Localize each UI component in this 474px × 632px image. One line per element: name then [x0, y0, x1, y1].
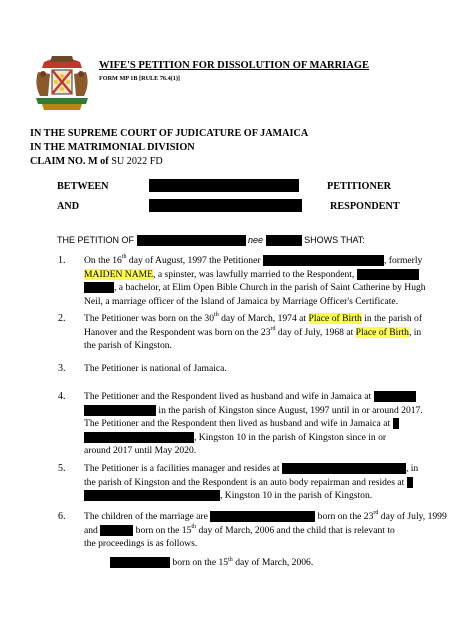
redacted — [84, 490, 220, 501]
text: The Petitioner and the Respondent then lived as husband and wife in Jamaica at — [84, 418, 391, 430]
petition-of-label: THE PETITION OF — [57, 235, 135, 245]
redacted — [100, 525, 133, 536]
text: The Petitioner is a facilities manager and resides at — [84, 463, 280, 474]
text: day of March, 2006. — [235, 557, 314, 568]
text: , formerly — [383, 255, 423, 266]
text: , Kingston 10 in the parish of Kingston. — [220, 490, 373, 502]
document-title: WIFE'S PETITION FOR DISSOLUTION OF MARRIAGE — [99, 60, 370, 71]
para-6-child-line — [110, 557, 313, 568]
redacted-name — [137, 235, 246, 246]
nee-label: nee — [248, 235, 264, 245]
redacted — [210, 511, 315, 522]
text: , in — [408, 326, 422, 338]
para-2 — [84, 312, 424, 353]
petition-intro — [57, 235, 365, 246]
text: day of March, 2006 and the child that is relevant to — [198, 524, 395, 536]
para-5 — [84, 462, 424, 503]
petitioner-label: PETITIONER — [327, 181, 391, 192]
claim-number — [30, 156, 163, 167]
para-4-number: 4. — [58, 391, 66, 402]
place-of-birth-highlight: Place of Birth — [308, 313, 362, 324]
redacted — [374, 391, 416, 402]
text: born on the 23 — [317, 511, 374, 522]
form-reference: FORM MP 1B [RULE 76.4(1)] — [99, 75, 180, 82]
redacted — [84, 432, 194, 443]
redacted — [110, 557, 170, 568]
text: , a bachelor, at Elim Open Bible Church in the parish of Saint Catherine by Hugh — [114, 282, 426, 294]
redacted — [357, 269, 419, 280]
jamaica-coat-of-arms-logo — [30, 54, 94, 112]
redacted-maiden-name — [266, 235, 302, 246]
text: the parish of Kingston and the Respondent is an auto body repairman and resides at — [84, 476, 405, 488]
para-6-number: 6. — [58, 511, 66, 522]
para-5-number: 5. — [58, 463, 66, 474]
text: day of August, 1997 the Petitioner — [128, 255, 261, 266]
sup: th — [121, 254, 127, 260]
redacted — [84, 405, 156, 416]
court-line-1: IN THE SUPREME COURT OF JUDICATURE OF JAMAICA — [30, 128, 309, 139]
text: around 2017 until May 2020. — [84, 445, 197, 457]
text: Hanover and the Respondent was born on the 23 — [84, 326, 271, 338]
text: born on the 15 — [172, 557, 229, 568]
text: The Petitioner is national of Jamaica. — [84, 363, 227, 374]
text: the proceedings is as follows. — [84, 538, 198, 550]
redacted — [84, 282, 114, 293]
respondent-label: RESPONDENT — [330, 201, 400, 212]
text: day of March, 1974 at — [221, 313, 307, 324]
redacted — [263, 255, 384, 266]
sup: rd — [270, 325, 276, 332]
redacted-petitioner-name — [149, 179, 299, 192]
para-1 — [84, 254, 424, 308]
shows-that-label: SHOWS THAT: — [304, 235, 365, 245]
claim-label: CLAIM NO. M of — [30, 156, 109, 167]
sup: rd — [373, 510, 379, 516]
text: The Petitioner was born on the 30 — [84, 313, 215, 324]
sup: th — [214, 312, 219, 318]
redacted — [282, 463, 406, 474]
text: The Petitioner and the Respondent lived as husband and wife in Jamaica at — [84, 391, 372, 402]
text: On the 16 — [84, 255, 122, 266]
text: Neil, a marriage officer of the Island of Jamaica by Marriage Officer's Certificate. — [84, 295, 399, 307]
text: day of July, 1968 at — [277, 326, 354, 338]
redacted — [407, 477, 413, 488]
text: The children of the marriage are — [84, 511, 208, 522]
text: , Kingston 10 in the parish of Kingston since in or — [194, 431, 387, 443]
court-line-2: IN THE MATRIMONIAL DIVISION — [30, 142, 195, 153]
text: the parish of Kingston. — [84, 340, 172, 352]
sup: th — [191, 523, 197, 530]
text: , in — [405, 463, 419, 474]
text: day of July, 1999 — [380, 511, 447, 522]
and-label: AND — [57, 201, 80, 212]
para-3-number: 3. — [58, 363, 66, 374]
text: in the parish of Kingston since August, 1997 until in or around 2017. — [158, 404, 423, 416]
redacted-respondent-name — [149, 199, 302, 212]
text: , a spinster, was lawfully married to the Respondent, — [153, 268, 355, 280]
place-of-birth-highlight: Place of Birth — [355, 326, 409, 338]
text: and — [84, 524, 98, 536]
between-label: BETWEEN — [57, 181, 109, 192]
para-4 — [84, 390, 424, 458]
para-6 — [84, 510, 447, 551]
claim-value: SU 2022 FD — [111, 156, 163, 167]
maiden-name-highlight: MAIDEN NAME — [84, 268, 154, 280]
redacted — [393, 418, 399, 429]
para-1-number: 1. — [58, 255, 66, 266]
para-3 — [84, 362, 424, 376]
text: in the parish of — [364, 313, 423, 324]
para-2-number: 2. — [58, 313, 66, 324]
text: born on the 15 — [135, 524, 192, 536]
sup: th — [228, 557, 233, 563]
